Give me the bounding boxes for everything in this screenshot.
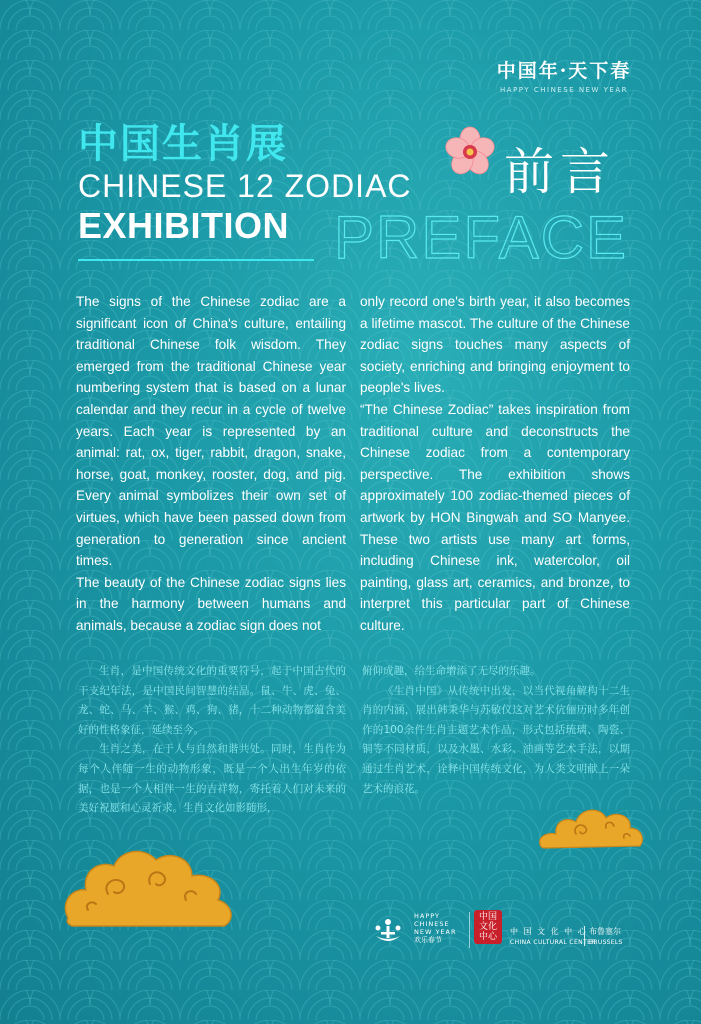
english-paragraph: “The Chinese Zodiac” takes inspiration from traditional culture and deconstructs the Chinese zodiac from a contemporary perspective. The exhibition shows approximately 100 zodiac-themed pieces of artwork by HON Bingwah and SO Manyee. These two artists use many art forms, including Chinese ink, watercolor, oil painting, glass art, ceramics, and bronze, to interpret this particular part of Chinese culture. (360, 401, 630, 633)
chinese-text-column-2 (362, 662, 630, 799)
plum-blossom-icon (444, 126, 496, 178)
golden-cloud-icon (536, 800, 648, 858)
center-name-cn: 中 国 文 化 中 心 (510, 927, 588, 936)
center-city (584, 926, 623, 946)
chinese-paragraph: 俯仰成趣，给生命增添了无尽的乐趣。 (362, 665, 541, 677)
english-paragraph: The signs of the Chinese zodiac are a significant icon of China's culture, entailing traditional Chinese folk wisdom. They emerged from the traditional Chinese year numbering system that is based on a lunar calendar and they recur in a cycle of twelve years. Each year is represented by an animal: rat, ox, tiger, rabbit, dragon, snake, horse, goat, monkey, rooster, dog, and pig. Every animal symbolizes their own set of virtues, which have been passed down from generation to generation since ancient times. (76, 294, 346, 569)
english-text-column-2 (360, 291, 630, 637)
english-paragraph: The beauty of the Chinese zodiac signs lies in the harmony between humans and animals, because a zodiac sign does not (76, 574, 346, 633)
happy-chinese-new-year-logo-icon (370, 912, 406, 948)
center-name-en: CHINA CULTURAL CENTER (510, 939, 596, 946)
title-chinese: 中国生肖展 (78, 121, 288, 167)
city-en: BRUSSELS (589, 939, 623, 946)
english-text-column-1 (76, 291, 346, 637)
brand-slogan-cn: 中国年·天下春 (496, 60, 632, 82)
chinese-paragraph: 生肖，是中国传统文化的重要符号，起于中国古代的干支纪年法，是中国民间智慧的结晶。鼠、牛、虎、兔、龙、蛇、马、羊、猴、鸡、狗、猪，十二种动物都蕴含美好的性格象征，延续至今。 (78, 665, 346, 736)
happy-cny-text (414, 912, 457, 944)
brand-slogan-en: HAPPY CHINESE NEW YEAR (500, 86, 628, 94)
chinese-paragraph: 生肖之美，在于人与自然和谐共处。同时，生肖作为每个人伴随一生的动物形象，既是一个人出生年岁的依据，也是一个人相伴一生的吉祥物，寄托着人们对未来的美好祝愿和心灵祈求。生肖文化如影随形， (78, 743, 346, 815)
golden-cloud-icon (58, 838, 238, 934)
brand-slogan (484, 56, 644, 94)
china-cultural-center-seal-logo (474, 910, 502, 944)
sponsor-logos (370, 906, 650, 956)
chinese-text-column-1 (78, 662, 346, 819)
logo-divider (469, 912, 470, 948)
happy-cny-line: CHINESE (414, 920, 450, 928)
title-english-line2: EXHIBITION (78, 205, 290, 246)
english-paragraph: only record one's birth year, it also becomes a lifetime mascot. The culture of the Chinese zodiac signs touches many aspects of society, enriching and bringing enjoyment to people's lives. (360, 294, 630, 396)
seal-text: 中国文化中心 (478, 912, 497, 942)
happy-cny-line: NEW YEAR (414, 928, 457, 936)
title-english-line1: CHINESE 12 ZODIAC (78, 168, 412, 204)
chinese-paragraph: 《生肖中国》从传统中出发，以当代视角解构十二生肖的内涵，展出韩秉华与苏敏仪这对艺术伉俪历时多年创作的100余件生肖主题艺术作品，形式包括琉璃、陶瓷、铜等不同材质，以及水墨、水彩、油画等艺术手法，以期通过生肖艺术，诠释中国传统文化，为人类文明献上一朵艺术的浪花。 (362, 684, 630, 795)
happy-cny-line: HAPPY (414, 912, 441, 920)
city-cn: 布鲁塞尔 (589, 927, 621, 936)
happy-cny-cn: 欢乐春节 (414, 936, 442, 944)
preface-title-english: PREFACE (334, 204, 629, 271)
title-underline (78, 259, 314, 261)
preface-title-chinese: 前言 (504, 143, 616, 201)
